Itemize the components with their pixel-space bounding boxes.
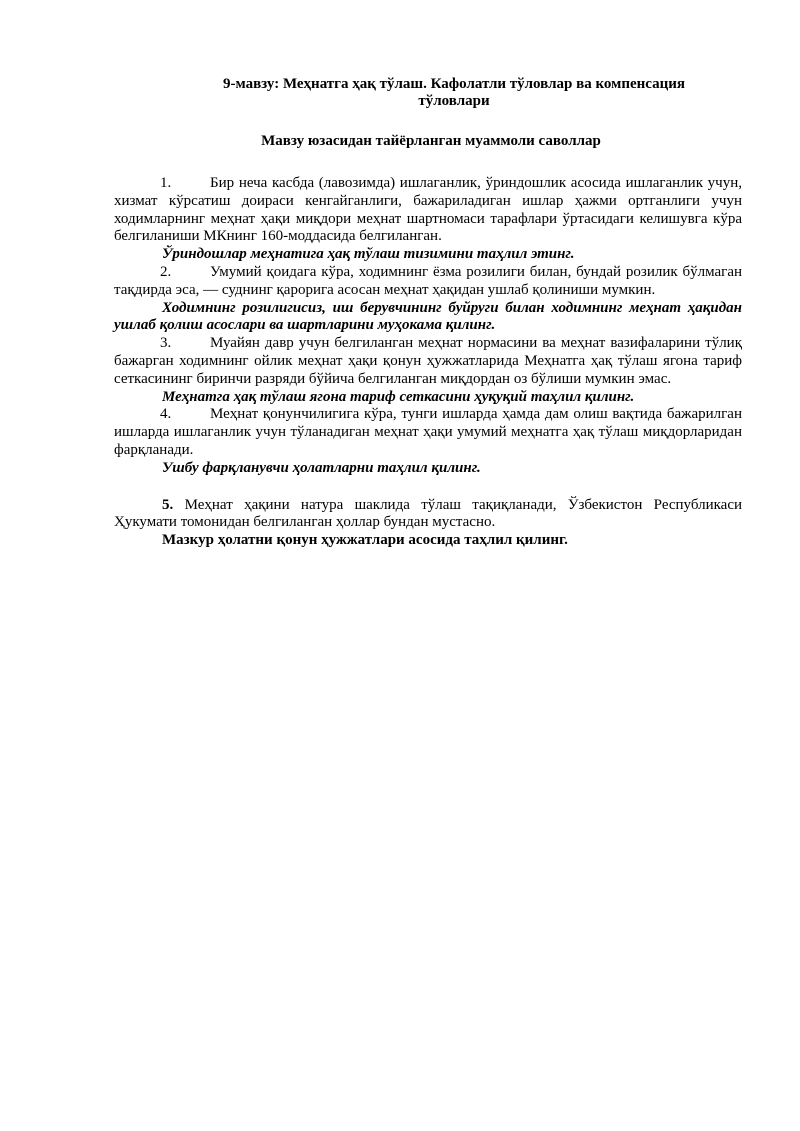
question-2-task: Ходимнинг розилигисиз, иш берувчининг буйруги билан ходимнинг меҳнат ҳақидан ушлаб қолиш асослари ва шартларини муҳокама қилинг.: [114, 299, 742, 334]
document-title: [114, 76, 742, 110]
question-2: [114, 264, 742, 300]
question-text: Умумий қоидага кўра, ходимнинг ёзма розилиги билан, бундай розилик бўлмаган тақдирда эса, — суднинг қарорига асосан меҳнат ҳақидан ушлаб қолиниши мумкин.: [114, 263, 742, 298]
question-3: [114, 335, 742, 388]
document-subtitle: Мавзу юзасидан тайёрланган муаммоли саволлар: [261, 133, 601, 149]
question-3-task: Меҳнатга ҳақ тўлаш ягона тариф сеткасини ҳуқуқий таҳлил қилинг.: [162, 388, 635, 405]
question-1: [114, 175, 742, 246]
question-text: Бир неча касбда (лавозимда) ишлаганлик, ўриндошлик асосида ишлаганлик учун, хизмат кўрсатиш доираси кенгайганлиги, бажариладиган ишлар ҳажми ортганлиги учун ходимларнинг меҳнат ҳақи миқдори меҳнат шартномаси тарафлари ўртасидаги келишувга кўра белгиланиши МКнинг 160-моддасида белгиланган.: [114, 175, 742, 245]
question-text: Меҳнат қонунчилигига кўра, тунги ишларда ҳамда дам олиш вақтида бажарилган ишларда ишлаганлик учун тўланадиган меҳнат ҳақи умумий меҳнатга ҳақ тўлаш миқдорларидан фарқланади.: [114, 406, 742, 458]
question-4-task: Ушбу фарқланувчи ҳолатларни таҳлил қилинг.: [162, 459, 481, 476]
question-number: 3.: [160, 335, 172, 352]
question-text: Муайян давр учун белгиланган меҳнат нормасини ва меҳнат вазифаларини тўлиқ бажарган ходимнинг ойлик меҳнат ҳақи қонун ҳужжатларида Меҳнатга ҳақ тўлаш ягона тариф сеткасининг биринчи разряди бўйича белгиланган миқдордан оз бўлиши мумкин эмас.: [114, 335, 742, 387]
question-5: [114, 497, 742, 533]
document-page: [114, 76, 742, 550]
question-1-task: Ўриндошлар меҳнатига ҳақ тўлаш тизимини таҳлил этинг.: [162, 246, 575, 263]
question-4: [114, 406, 742, 459]
question-number: 5.: [162, 496, 174, 513]
question-number: 4.: [160, 406, 172, 423]
question-number: 2.: [160, 263, 172, 280]
question-5-task: Мазкур ҳолатни қонун ҳужжатлари асосида таҳлил қилинг.: [162, 532, 568, 549]
title-line-2: тўловлари: [418, 93, 490, 109]
question-text: Меҳнат ҳақини натура шаклида тўлаш тақиқланади, Ўзбекистон Республикаси Ҳукумати томонидан белгиланган ҳоллар бундан мустасно.: [114, 496, 743, 531]
question-number: 1.: [160, 175, 172, 191]
title-line-1: 9-мавзу: Меҳнатга ҳақ тўлаш. Кафолатли тўловлар ва компенсация: [222, 76, 686, 92]
